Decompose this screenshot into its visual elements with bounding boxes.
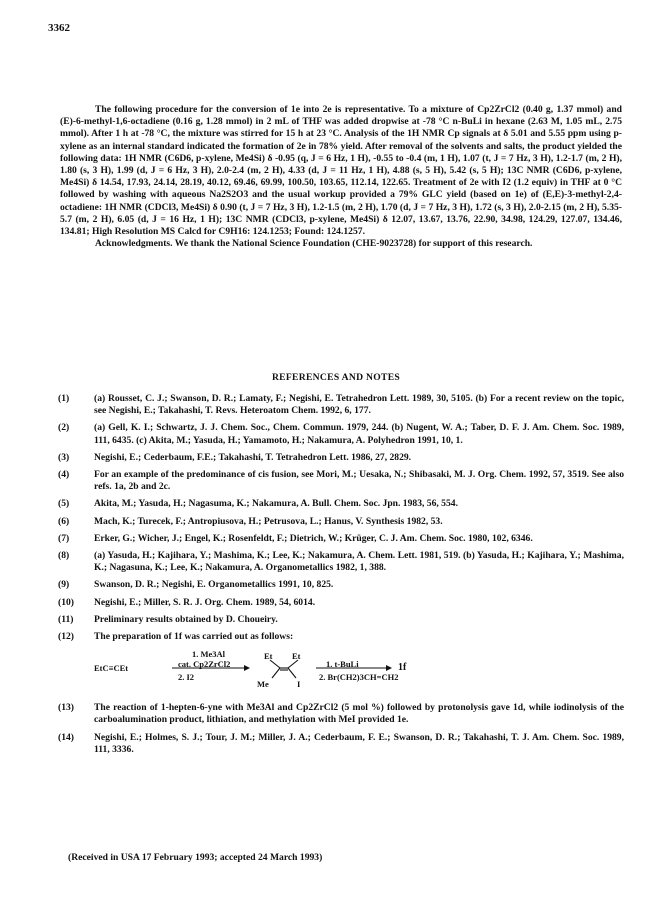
scheme-iodo: I: [297, 679, 301, 690]
reference-number: (3): [58, 451, 70, 463]
reaction-scheme: [94, 648, 624, 694]
scheme-et-right: Et: [292, 651, 301, 662]
reference-text: The reaction of 1-hepten-6-yne with Me3Al and Cp2ZrCl2 (5 mol %) followed by protonolysis gave 1d, while iodinolysis of the carboalumination product, lithiation, and methylation with MeI provided 1e.: [94, 702, 624, 726]
reference-text: Mach, K.; Turecek, F.; Antropiusova, H.; Petrusova, L.; Hanus, V. Synthesis 1982, 53.: [94, 515, 443, 527]
reference-text: Negishi, E.; Holmes, S. J.; Tour, J. M.; Miller, J. A.; Cederbaum, F. E.; Swanson, D. R.; Takahashi, T. J. Am. Chem. Soc. 1989, 111, 3336.: [94, 731, 624, 755]
reference-item: [58, 702, 624, 726]
reference-number: (4): [58, 469, 70, 481]
scheme-step1-line3: 2. I2: [178, 672, 195, 683]
acknowledgments-label: Acknowledgments.: [95, 238, 173, 250]
reference-number: (13): [58, 702, 74, 714]
scheme-product: 1f: [398, 662, 407, 674]
reference-item: [58, 516, 624, 528]
reference-item: [58, 597, 624, 609]
scheme-me: Me: [257, 679, 269, 690]
scheme-step1-line1: 1. Me3Al: [192, 649, 226, 660]
reference-text: The preparation of 1f was carried out as follows:: [94, 631, 294, 643]
reference-number: (7): [58, 532, 70, 544]
acknowledgments-paragraph: [60, 238, 622, 250]
reference-text: Akita, M.; Yasuda, H.; Nagasuma, K.; Nakamura, A. Bull. Chem. Soc. Jpn. 1983, 56, 554.: [94, 498, 458, 510]
reference-text: Negishi, E.; Miller, S. R. J. Org. Chem. 1989, 54, 6014.: [94, 596, 316, 608]
reference-number: (2): [58, 422, 70, 434]
reference-number: (11): [58, 613, 74, 625]
reaction-arrows: [94, 648, 514, 694]
reference-item: [58, 422, 624, 446]
experimental-section: [60, 104, 622, 250]
reference-text: (a) Rousset, C. J.; Swanson, D. R.; Lamaty, F.; Negishi, E. Tetrahedron Lett. 1989, 30, 5105. (b) For a recent review on the topic, see Negishi, E.; Takahashi, T. Revs. Heteroatom Chem. 1992, 6, 177.: [94, 393, 624, 417]
reference-text: Erker, G.; Wicher, J.; Engel, K.; Rosenfeldt, F.; Dietrich, W.; Krüger, C. J. Am. Chem. Soc. 1980, 102, 6346.: [94, 532, 533, 544]
reference-text: (a) Yasuda, H.; Kajihara, Y.; Mashima, K.; Lee, K.; Nakamura, A. Chem. Lett. 1981, 519. (b) Yasuda, H.; Kajihara, Y.; Mashima, K.; Nagasuna, K.; Lee, K.; Nakamura, A. Organometallics 1982, 1, 388.: [94, 550, 624, 574]
reference-number: (8): [58, 550, 70, 562]
received-date: (Received in USA 17 February 1993; accepted 24 March 1993): [68, 852, 323, 863]
reference-item: [58, 452, 624, 464]
reference-item: [58, 579, 624, 591]
reference-number: (5): [58, 498, 70, 510]
references-list: [58, 393, 624, 761]
reference-text: (a) Gell, K. I.; Schwartz, J. J. Chem. Soc., Chem. Commun. 1979, 244. (b) Nugent, W. A.; Taber, D. F. J. Am. Chem. Soc. 1989, 111, 6435. (c) Akita, M.; Yasuda, H.; Yamamoto, H.; Nakamura, A. Polyhedron 1991, 10, 1.: [94, 422, 624, 446]
scheme-et-left: Et: [264, 651, 273, 662]
reference-number: (10): [58, 596, 74, 608]
reference-item: [58, 550, 624, 574]
reference-text: Swanson, D. R.; Negishi, E. Organometallics 1991, 10, 825.: [94, 579, 334, 591]
reference-item: [58, 498, 624, 510]
reference-item: [58, 631, 624, 643]
scheme-step2-line1: 1. t-BuLi: [326, 659, 359, 670]
scheme-step2-line2: 2. Br(CH2)3CH=CH2: [319, 672, 399, 683]
page-number: 3362: [48, 22, 70, 34]
reference-number: (1): [58, 393, 70, 404]
reference-item: [58, 469, 624, 493]
scheme-step1-line2: cat. Cp2ZrCl2: [178, 659, 231, 670]
reference-text: Negishi, E.; Cederbaum, F.E.; Takahashi, T. Tetrahedron Lett. 1986, 27, 2829.: [94, 451, 412, 463]
scheme-reactant: EtC≡CEt: [94, 663, 129, 674]
reference-item: [58, 732, 624, 756]
reference-item: [58, 533, 624, 545]
reference-text: Preliminary results obtained by D. Choueiry.: [94, 613, 278, 625]
reference-number: (14): [58, 731, 74, 743]
reference-text: For an example of the predominance of cis fusion, see Mori, M.; Uesaka, N.; Shibasaki, M. J. Org. Chem. 1992, 57, 3519. See also refs. 1a, 2b and 2c.: [94, 469, 624, 493]
reference-number: (12): [58, 631, 74, 643]
experimental-paragraph: The following procedure for the conversion of 1e into 2e is representative. To a mixture of Cp2ZrCl2 (0.40 g, 1.37 mmol) and (E)-6-methyl-1,6-octadiene (0.16 g, 1.28 mmol) in 2 mL of THF was added dropwise at -78 °C n-BuLi in hexane (2.63 M, 1.05 mL, 2.75 mmol). After 1 h at -78 °C, the mixture was stirred for 15 h at 23 °C. Analysis of the 1H NMR Cp signals at δ 5.01 and 5.55 ppm using p-xylene as an internal standard indicated the formation of 2e in 78% yield. After removal of the solvents and salts, the product yielded the following data: 1H NMR (C6D6, p-xylene, Me4Si) δ -0.95 (q, J = 6 Hz, 1 H), -0.55 to -0.4 (m, 1 H), 1.07 (t, J = 7 Hz, 3 H), 1.2-1.7 (m, 2 H), 1.80 (s, 3 H), 1.99 (d, J = 6 Hz, 3 H), 2.0-2.4 (m, 2 H), 4.33 (d, J = 11 Hz, 1 H), 4.88 (s, 5 H), 5.42 (s, 5 H); 13C NMR (C6D6, p-xylene, Me4Si) δ 14.54, 17.93, 24.14, 28.19, 40.12, 69.46, 69.99, 100.50, 103.65, 112.14, 122.65. Treatment of 2e with I2 (1.2 equiv) in THF at 0 °C followed by washing with aqueous Na2S2O3 and the usual workup provided a 79% GLC yield (based on 1e) of (E,E)-3-methyl-2,4-octadiene: 1H NMR (CDCl3, Me4Si) δ 0.90 (t, J = 7 Hz, 3 H), 1.2-1.5 (m, 2 H), 1.70 (d, J = 7 Hz, 3 H), 1.72 (s, 3 H), 2.0-2.15 (m, 2 H), 5.35-5.7 (m, 2 H), 6.05 (d, J = 16 Hz, 1 H); 13C NMR (CDCl3, p-xylene, Me4Si) δ 12.07, 13.67, 13.76, 22.90, 34.98, 124.29, 127.07, 134.46, 134.81; High Resolution MS Calcd for C9H16: 124.1253; Found: 124.1257.: [60, 104, 622, 238]
acknowledgments-text: We thank the National Science Foundation (CHE-9023728) for support of this research.: [174, 238, 533, 250]
references-heading: REFERENCES AND NOTES: [271, 372, 401, 383]
reference-item: [58, 614, 624, 626]
reference-number: (6): [58, 515, 70, 527]
reference-number: (9): [58, 579, 70, 591]
reference-item: [58, 393, 624, 417]
